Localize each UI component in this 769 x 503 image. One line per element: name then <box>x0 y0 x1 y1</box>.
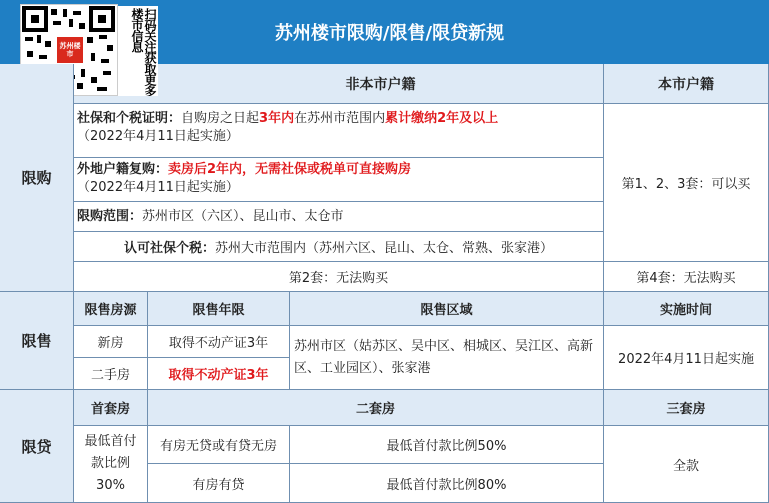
xiandai-second-value-1: 最低首付款比例50% <box>290 426 604 464</box>
local-allowed: 第1、2、3套：可以买 <box>604 104 769 262</box>
qr-caption: 扫码关注获取更多楼市信息 <box>130 8 157 96</box>
xianshou-row-new-years: 取得不动产证3年 <box>148 326 290 358</box>
xiangou-label: 限购 <box>0 64 74 292</box>
rule-scope: 限购范围：苏州市区（六区）、昆山市、太仓市 <box>74 202 604 232</box>
xianshou-header-area: 限售区域 <box>290 292 604 326</box>
rule-repurchase: 外地户籍复购：卖房后2年内，无需社保或税单可直接购房 （2022年4月11日起实施） <box>74 158 604 202</box>
xianshou-header-type: 限售房源 <box>74 292 148 326</box>
xianshou-header-date: 实施时间 <box>604 292 769 326</box>
xianshou-row-second-years: 取得不动产证3年 <box>148 358 290 390</box>
rule-recognized: 认可社保个税：苏州大市范围内（苏州六区、昆山、太仓、常熟、张家港） <box>74 232 604 262</box>
header-non-local: 非本市户籍 <box>158 64 604 104</box>
local-not-allowed: 第4套：无法购买 <box>604 262 769 292</box>
xiandai-first-value: 最低首付款比例30% <box>74 426 148 503</box>
non-local-not-allowed: 第2套：无法购买 <box>74 262 604 292</box>
xiandai-second-value-2: 最低首付款比例80% <box>290 464 604 503</box>
xiandai-second-cond-2: 有房有贷 <box>148 464 290 503</box>
xiandai-header-second: 二套房 <box>148 390 604 426</box>
header-filler <box>74 96 158 104</box>
xiandai-header-first: 首套房 <box>74 390 148 426</box>
xiandai-header-third: 三套房 <box>604 390 769 426</box>
xianshou-header-years: 限售年限 <box>148 292 290 326</box>
xianshou-label: 限售 <box>0 292 74 390</box>
qr-caption-area <box>118 6 158 96</box>
xiandai-second-cond-1: 有房无贷或有贷无房 <box>148 426 290 464</box>
qr-stamp: 苏州楼市 <box>59 42 81 58</box>
page-title: 苏州楼市限购/限售/限贷新规 <box>274 23 505 44</box>
header-local: 本市户籍 <box>604 64 769 104</box>
xianshou-row-second-type: 二手房 <box>74 358 148 390</box>
xianshou-row-new-type: 新房 <box>74 326 148 358</box>
rule-social-security: 社保和个税证明：自购房之日起3年内在苏州市范围内累计缴纳2年及以上 （2022年4月11日起实施） <box>74 104 604 158</box>
xianshou-area: 苏州市区（姑苏区、吴中区、相城区、吴江区、高新区、工业园区）、张家港 <box>290 326 604 390</box>
xianshou-date: 2022年4月11日起实施 <box>604 326 769 390</box>
xiandai-label: 限贷 <box>0 390 74 503</box>
xiandai-third-value: 全款 <box>604 426 769 503</box>
